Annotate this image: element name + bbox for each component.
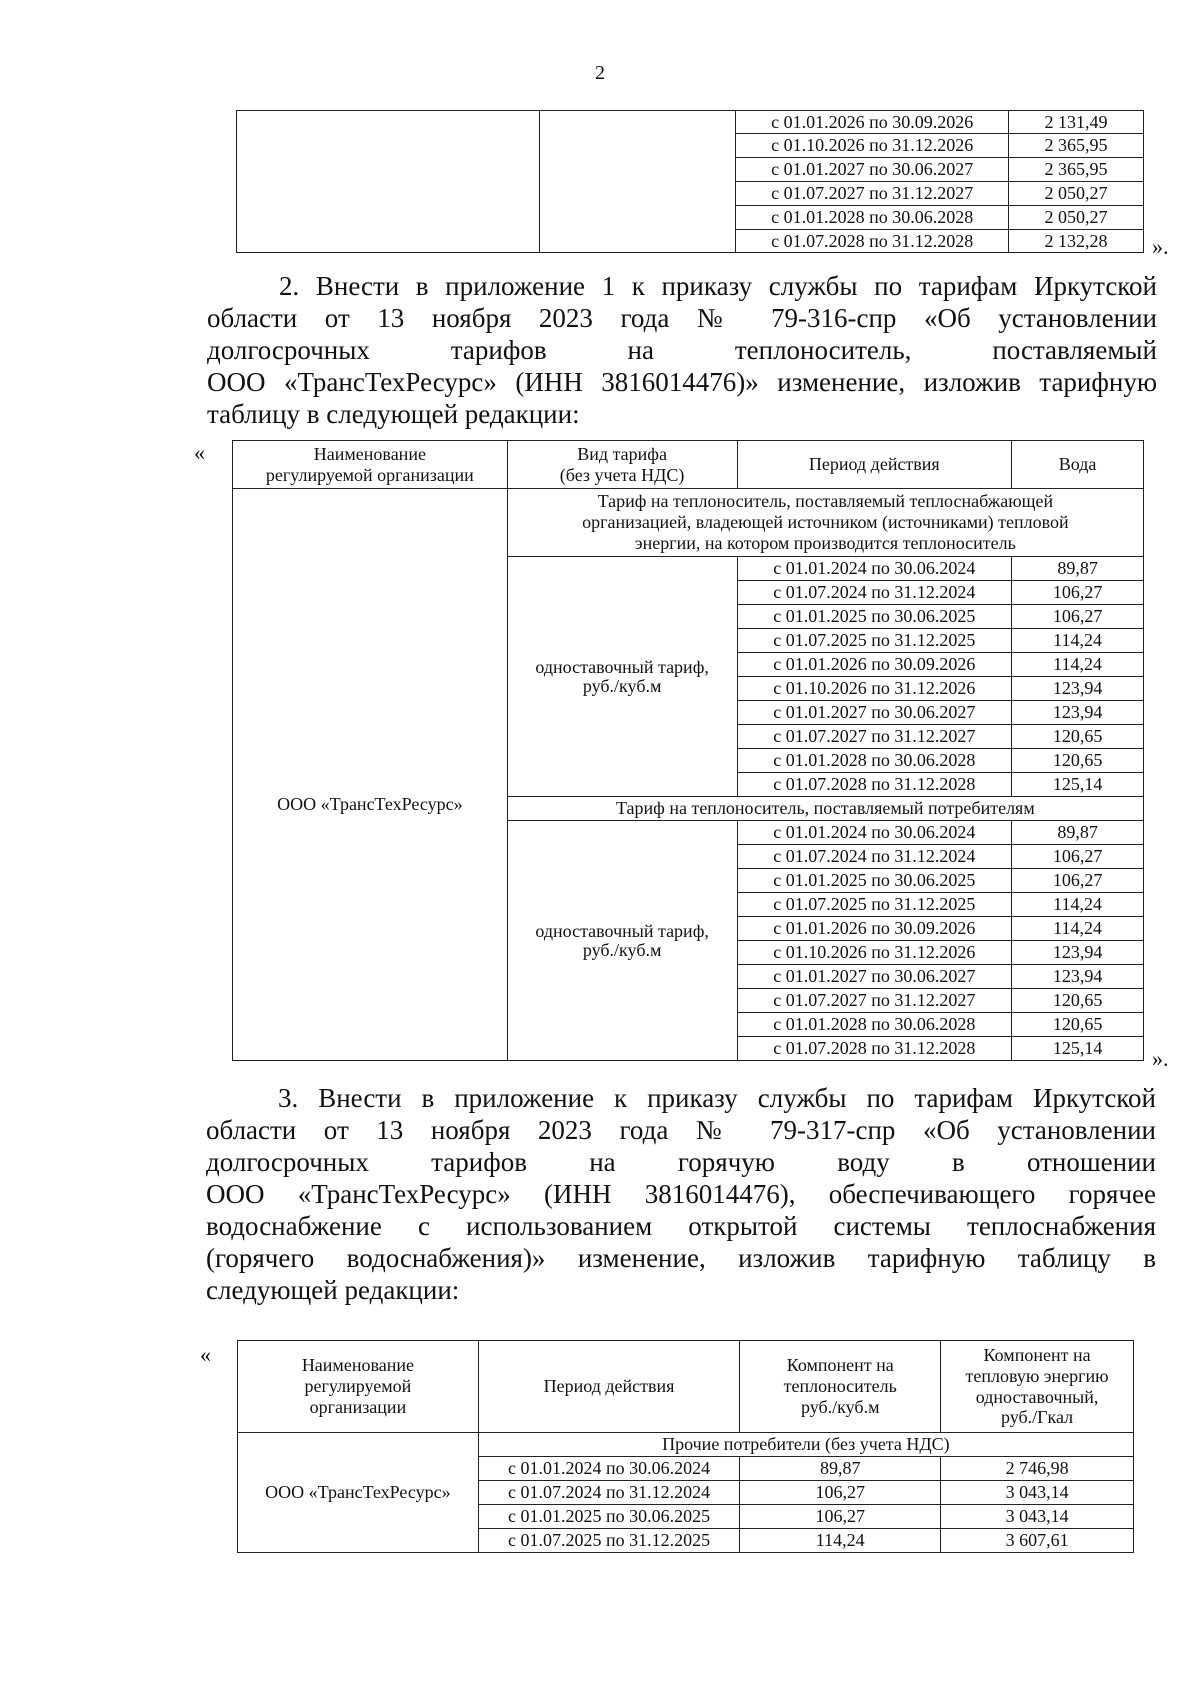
org-name-cell: ООО «ТрансТехРесурс» xyxy=(238,1433,479,1553)
value-cell: 120,65 xyxy=(1012,749,1144,773)
header-text: одноставочный, xyxy=(975,1386,1099,1407)
comp2-cell: 3 607,61 xyxy=(941,1529,1134,1553)
value-cell: 106,27 xyxy=(1012,845,1144,869)
org-cell-empty xyxy=(237,111,540,253)
period-cell: с 01.07.2024 по 31.12.2024 xyxy=(478,1481,740,1505)
header-text: руб./куб.м xyxy=(800,1396,880,1417)
tariff-type-text: руб./куб.м xyxy=(582,939,662,960)
table2-close-quote: ». xyxy=(1152,1046,1169,1071)
org-name-cell: ООО «ТрансТехРесурс» xyxy=(233,489,508,1061)
period-cell: с 01.01.2025 по 30.06.2025 xyxy=(737,869,1012,893)
tariff-table-heat-carrier xyxy=(232,440,1144,1061)
value-cell: 106,27 xyxy=(1012,869,1144,893)
paragraph-line: 3. Внести в приложение к приказу службы по тарифам Иркутской xyxy=(278,1083,1156,1113)
header-text: Компонент на xyxy=(786,1355,894,1376)
value-cell: 2 132,28 xyxy=(1009,230,1144,253)
period-cell: с 01.07.2025 по 31.12.2025 xyxy=(737,629,1012,653)
paragraph-line: 2. Внести в приложение 1 к приказу службы по тарифам Иркутской xyxy=(279,271,1157,301)
paragraph-line: следующей редакции: xyxy=(206,1275,460,1305)
header-period: Период действия xyxy=(737,441,1012,489)
paragraph-3 xyxy=(206,1082,1156,1306)
paragraph-line: области от 13 ноября 2023 года № 79-317-спр «Об установлении xyxy=(206,1115,1156,1145)
header-text: регулируемой xyxy=(304,1376,412,1397)
table3-open-quote: « xyxy=(200,1342,211,1367)
header-text: Компонент на xyxy=(983,1345,1091,1366)
section-title-text: организацией, владеющей источником (источниками) тепловой xyxy=(582,512,1069,533)
page-number: 2 xyxy=(595,62,605,84)
period-cell: с 01.01.2024 по 30.06.2024 xyxy=(737,557,1012,581)
paragraph-line: долгосрочных тарифов на горячую воду в отношении xyxy=(206,1147,1156,1177)
period-cell: с 01.07.2027 по 31.12.2027 xyxy=(737,989,1012,1013)
header-org xyxy=(233,441,508,489)
paragraph-line: ООО «ТрансТехРесурс» (ИНН 3816014476)» изменение, изложив тарифную xyxy=(207,367,1157,397)
value-cell: 106,27 xyxy=(1012,581,1144,605)
tariff-type-text: руб./куб.м xyxy=(582,675,662,696)
table2-open-quote: « xyxy=(194,440,205,465)
value-cell: 89,87 xyxy=(1012,821,1144,845)
value-cell: 125,14 xyxy=(1012,1037,1144,1061)
period-cell: с 01.01.2024 по 30.06.2024 xyxy=(737,821,1012,845)
tariff-type-text: одноставочный тариф, xyxy=(535,920,709,941)
comp1-cell: 89,87 xyxy=(740,1457,941,1481)
header-type xyxy=(507,441,737,489)
section1-title xyxy=(507,489,1143,557)
paragraph-line: (горячего водоснабжения)» изменение, изложив тарифную таблицу в xyxy=(206,1243,1156,1273)
period-cell: с 01.01.2025 по 30.06.2025 xyxy=(737,605,1012,629)
period-cell: с 01.07.2028 по 31.12.2028 xyxy=(736,230,1009,253)
period-cell: с 01.01.2025 по 30.06.2025 xyxy=(478,1505,740,1529)
comp1-cell: 106,27 xyxy=(740,1481,941,1505)
header-component-carrier xyxy=(740,1341,941,1433)
section-title-text: энергии, на котором производится теплоноситель xyxy=(634,532,1016,553)
tariff-table-hot-water xyxy=(237,1340,1134,1553)
paragraph-line: водоснабжение с использованием открытой системы теплоснабжения xyxy=(206,1211,1156,1241)
value-cell: 2 050,27 xyxy=(1009,206,1144,230)
period-cell: с 01.07.2027 по 31.12.2027 xyxy=(737,725,1012,749)
header-text: теплоноситель xyxy=(783,1376,897,1397)
period-cell: с 01.01.2027 по 30.06.2027 xyxy=(736,158,1009,182)
comp2-cell: 3 043,14 xyxy=(941,1505,1134,1529)
period-cell: с 01.07.2028 по 31.12.2028 xyxy=(737,1037,1012,1061)
header-text: (без учета НДС) xyxy=(559,464,685,485)
period-cell: с 01.07.2024 по 31.12.2024 xyxy=(737,845,1012,869)
period-cell: с 01.01.2026 по 30.09.2026 xyxy=(737,917,1012,941)
tariff-type-cell xyxy=(507,557,737,797)
value-cell: 123,94 xyxy=(1012,677,1144,701)
value-cell: 123,94 xyxy=(1012,701,1144,725)
comp2-cell: 2 746,98 xyxy=(941,1457,1134,1481)
value-cell: 2 365,95 xyxy=(1009,158,1144,182)
period-cell: с 01.01.2027 по 30.06.2027 xyxy=(737,965,1012,989)
comp1-cell: 114,24 xyxy=(740,1529,941,1553)
period-cell: с 01.10.2026 по 31.12.2026 xyxy=(737,677,1012,701)
comp2-cell: 3 043,14 xyxy=(941,1481,1134,1505)
header-text: организации xyxy=(309,1396,407,1417)
header-text: руб./Гкал xyxy=(1000,1407,1074,1428)
section-title-text: Тариф на теплоноситель, поставляемый теплоснабжающей xyxy=(597,491,1054,512)
value-cell: 89,87 xyxy=(1012,557,1144,581)
value-cell: 114,24 xyxy=(1012,653,1144,677)
section2-title: Тариф на теплоноситель, поставляемый потребителям xyxy=(507,797,1143,821)
period-cell: с 01.01.2028 по 30.06.2028 xyxy=(737,1013,1012,1037)
value-cell: 123,94 xyxy=(1012,965,1144,989)
value-cell: 125,14 xyxy=(1012,773,1144,797)
value-cell: 2 131,49 xyxy=(1009,111,1144,134)
value-cell: 120,65 xyxy=(1012,725,1144,749)
tariff-type-cell xyxy=(507,821,737,1061)
value-cell: 2 365,95 xyxy=(1009,134,1144,158)
value-cell: 106,27 xyxy=(1012,605,1144,629)
period-cell: с 01.01.2028 по 30.06.2028 xyxy=(736,206,1009,230)
section-title: Прочие потребители (без учета НДС) xyxy=(478,1433,1133,1457)
period-cell: с 01.07.2025 по 31.12.2025 xyxy=(737,893,1012,917)
header-text: Наименование xyxy=(301,1355,414,1376)
paragraph-2 xyxy=(207,270,1157,430)
period-cell: с 01.01.2024 по 30.06.2024 xyxy=(478,1457,740,1481)
paragraph-line: таблицу в следующей редакции: xyxy=(207,399,580,429)
value-cell: 114,24 xyxy=(1012,629,1144,653)
period-cell: с 01.07.2028 по 31.12.2028 xyxy=(737,773,1012,797)
value-cell: 120,65 xyxy=(1012,989,1144,1013)
header-component-energy xyxy=(941,1341,1134,1433)
value-cell: 2 050,27 xyxy=(1009,182,1144,206)
comp1-cell: 106,27 xyxy=(740,1505,941,1529)
header-text: регулируемой организации xyxy=(265,464,474,485)
paragraph-line: долгосрочных тарифов на теплоноситель, поставляемый xyxy=(207,335,1157,365)
header-period: Период действия xyxy=(478,1341,740,1433)
tariff-table-continuation xyxy=(236,110,1144,253)
period-cell: с 01.10.2026 по 31.12.2026 xyxy=(737,941,1012,965)
period-cell: с 01.01.2026 по 30.09.2026 xyxy=(736,111,1009,134)
period-cell: с 01.10.2026 по 31.12.2026 xyxy=(736,134,1009,158)
paragraph-line: области от 13 ноября 2023 года № 79-316-спр «Об установлении xyxy=(207,303,1157,333)
value-cell: 120,65 xyxy=(1012,1013,1144,1037)
header-text: Вид тарифа xyxy=(577,443,667,464)
value-cell: 114,24 xyxy=(1012,893,1144,917)
period-cell: с 01.07.2027 по 31.12.2027 xyxy=(736,182,1009,206)
period-cell: с 01.01.2027 по 30.06.2027 xyxy=(737,701,1012,725)
paragraph-line: ООО «ТрансТехРесурс» (ИНН 3816014476), обеспечивающего горячее xyxy=(206,1179,1156,1209)
period-cell: с 01.07.2025 по 31.12.2025 xyxy=(478,1529,740,1553)
table1-close-quote: ». xyxy=(1152,234,1169,259)
header-text: Наименование xyxy=(313,443,426,464)
header-org xyxy=(238,1341,479,1433)
header-water: Вода xyxy=(1012,441,1144,489)
period-cell: с 01.07.2024 по 31.12.2024 xyxy=(737,581,1012,605)
value-cell: 123,94 xyxy=(1012,941,1144,965)
period-cell: с 01.01.2028 по 30.06.2028 xyxy=(737,749,1012,773)
header-text: тепловую энергию xyxy=(965,1365,1109,1386)
period-cell: с 01.01.2026 по 30.09.2026 xyxy=(737,653,1012,677)
tariff-type-text: одноставочный тариф, xyxy=(535,656,709,677)
type-cell-empty xyxy=(539,111,736,253)
value-cell: 114,24 xyxy=(1012,917,1144,941)
